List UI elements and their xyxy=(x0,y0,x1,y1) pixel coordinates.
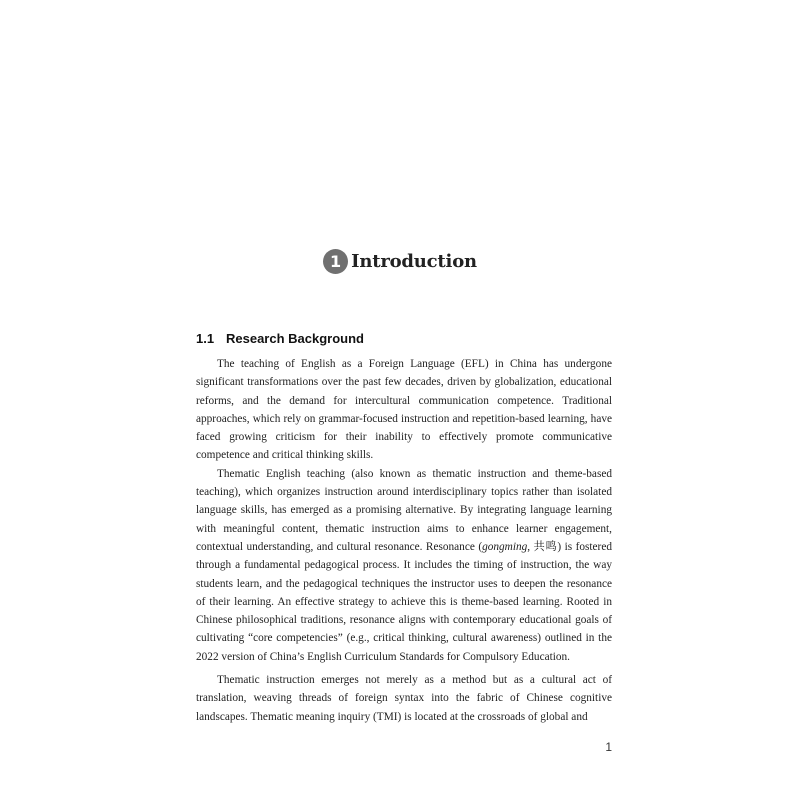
paragraph-2-text-a: Thematic English teaching (also known as thematic instruction and theme-based teaching), which organizes instruction around interdisciplinary topics rather than isolated language skills, has emerged as a promising alternative. By integrating language learning with meaningful content, thematic instruction aims to enhance learner engagement, contextual understanding, and cultural resonance. Resonance ( xyxy=(196,467,612,553)
paragraph-2-text-b: , 共鸣) is fostered through a fundamental pedagogical process. It includes the timing of instruction, the way students learn, and the pedagogical techniques the instructor uses to deepen the resonance of their learning. An effective strategy to achieve this is theme-based learning. Rooted in Chinese philosophical traditions, resonance aligns with contemporary educational goals of cultivating “core competencies” (e.g., critical thinking, cultural awareness) outlined in the 2022 version of China’s English Curriculum Standards for Compulsory Education. xyxy=(196,540,612,663)
chapter-number-badge: 1 xyxy=(323,249,348,274)
italic-term: gongming xyxy=(482,540,528,553)
body-text xyxy=(196,355,612,726)
paragraph-2 xyxy=(196,465,612,666)
page-number: 1 xyxy=(605,740,612,754)
paragraph-1: The teaching of English as a Foreign Language (EFL) in China has undergone significant transformations over the past few decades, driven by globalization, educational reforms, and the demand for intercultural communication competence. Traditional approaches, which rely on grammar-focused instruction and repetition-based learning, have faced growing criticism for their inability to effectively promote communicative competence and critical thinking skills. xyxy=(196,358,612,462)
section-number: 1.1 xyxy=(196,331,215,346)
section-title: Research Background xyxy=(226,331,364,346)
paragraph-3: Thematic instruction emerges not merely as a method but as a cultural act of translation, weaving threads of foreign syntax into the fabric of Chinese cognitive landscapes. Thematic meaning inquiry (TMI) is located at the crossroads of global and xyxy=(196,674,612,723)
chapter-heading xyxy=(0,249,800,274)
section-heading xyxy=(196,331,364,346)
chapter-title: Introduction xyxy=(351,251,477,272)
